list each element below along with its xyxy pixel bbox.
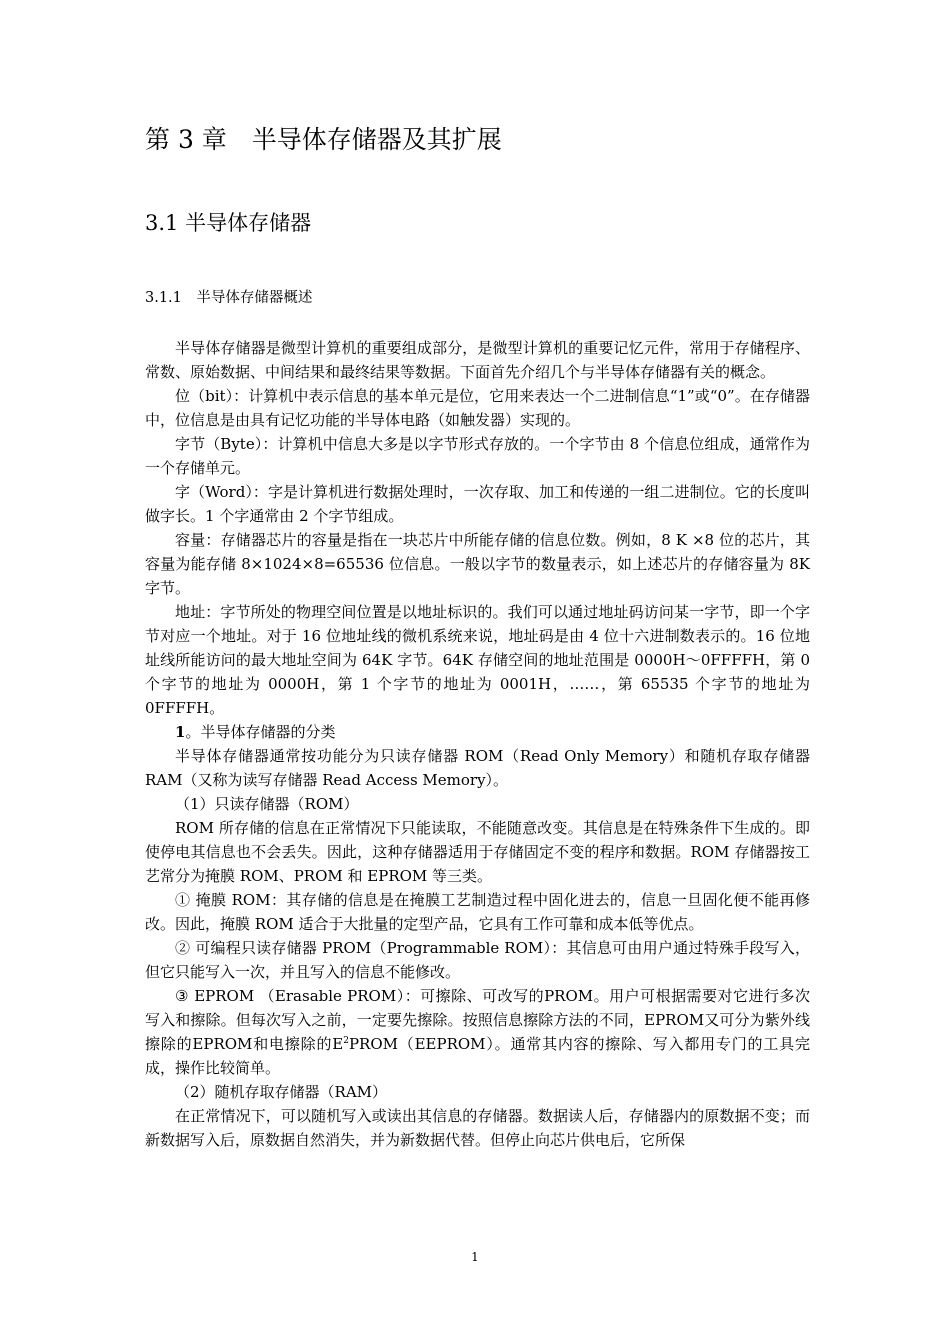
subsection-title: 3.1.1 半导体存储器概述: [145, 290, 313, 306]
section-title: 3.1 半导体存储器: [145, 211, 312, 235]
chapter-title: 第 3 章 半导体存储器及其扩展: [145, 125, 502, 154]
paragraph: 位（bit）：计算机中表示信息的基本单元是位，它用来表达一个二进制信息“1”或“0”。在存储器中，位信息是由具有记忆功能的半导体电路（如触发器）实现的。: [145, 387, 810, 429]
paragraph: ② 可编程只读存储器 PROM（Programmable ROM）：其信息可由用户通过特殊手段写入，但它只能写入一次，并且写入的信息不能修改。: [145, 939, 810, 981]
paragraph: 字（Word）：字是计算机进行数据处理时，一次存取、加工和传递的一组二进制位。它的长度叫做字长。1 个字通常由 2 个字节组成。: [145, 483, 810, 525]
page-number: 1: [471, 1250, 479, 1264]
paragraph: 在正常情况下，可以随机写入或读出其信息的存储器。数据读人后，存储器内的原数据不变；而新数据写入后，原数据自然消失，并为新数据代替。但停止向芯片供电后，它所保: [145, 1107, 810, 1149]
paragraph: 半导体存储器通常按功能分为只读存储器 ROM（Read Only Memory）和随机存取存储器 RAM（又称为读写存储器 Read Access Memory）。: [145, 747, 810, 789]
superscript: 2: [343, 1036, 349, 1046]
text-run: ③ EPROM （Erasable PROM）：可擦除、可改写的PROM。用户可根据需要对它进行多次写入和擦除。但每次写入之前，一定要先擦除。按照信息擦除方法的不同，EPROM又可分为紫外线擦除的EPROM和电擦除的E: [145, 987, 810, 1053]
heading-text: 。半导体存储器的分类: [185, 723, 336, 741]
paragraph: （1）只读存储器（ROM）: [175, 795, 359, 813]
paragraph: [145, 984, 810, 1080]
body-text: [145, 336, 810, 1152]
paragraph: 半导体存储器是微型计算机的重要组成部分，是微型计算机的重要记忆元件，常用于存储程序、常数、原始数据、中间结果和最终结果等数据。下面首先介绍几个与半导体存储器有关的概念。: [145, 339, 810, 381]
paragraph: 字节（Byte）：计算机中信息大多是以字节形式存放的。一个字节由 8 个信息位组成，通常作为一个存储单元。: [145, 435, 810, 477]
paragraph: ① 掩膜 ROM：其存储的信息是在掩膜工艺制造过程中固化进去的，信息一旦固化便不能再修改。因此，掩膜 ROM 适合于大批量的定型产品，它具有工作可靠和成本低等优点。: [145, 891, 810, 933]
paragraph: 地址：字节所处的物理空间位置是以地址标识的。我们可以通过地址码访问某一字节，即一个字节对应一个地址。对于 16 位地址线的微机系统来说，地址码是由 4 位十六进制数表示的。16 位地址线所能访问的最大地址空间为 64K 字节。64K 存储空间的地址范围是 0000H～0FFFFH，第 0 个字节的地址为 0000H，第 1 个字节的地址为 0001H，……，第 65535 个字节的地址为 0FFFFH。: [145, 603, 810, 717]
paragraph: 容量：存储器芯片的容量是指在一块芯片中所能存储的信息位数。例如，8 K ×8 位的芯片，其容量为能存储 8×1024×8=65536 位信息。一般以字节的数量表示，如上述芯片的存储容量为 8K 字节。: [145, 531, 810, 597]
heading-number: 1: [175, 723, 186, 741]
paragraph: （2）随机存取存储器（RAM）: [175, 1083, 388, 1101]
paragraph-heading: [145, 720, 810, 744]
text-run: PROM（EEPROM）。通常其内容的擦除、写入都用专门的工具完成，操作比较简单。: [145, 1035, 810, 1077]
paragraph: ROM 所存储的信息在正常情况下只能读取，不能随意改变。其信息是在特殊条件下生成的。即使停电其信息也不会丢失。因此，这种存储器适用于存储固定不变的程序和数据。ROM 存储器按工艺常分为掩膜 ROM、PROM 和 EPROM 等三类。: [145, 819, 810, 885]
